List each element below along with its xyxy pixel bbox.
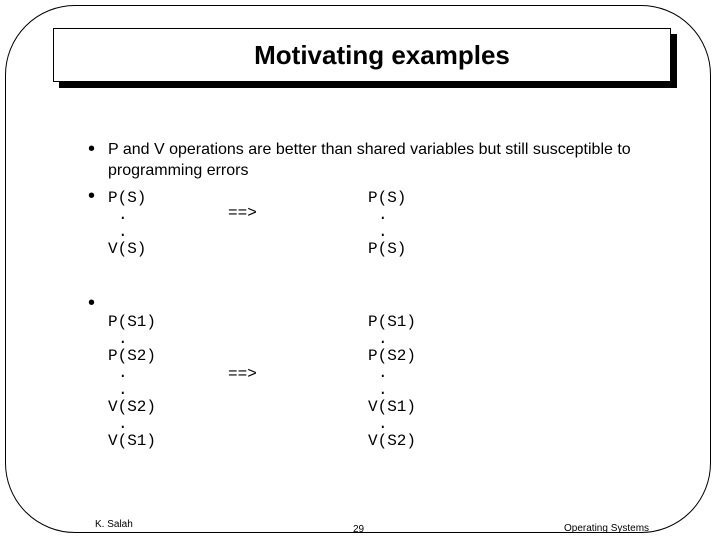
footer-page-number: 29 — [353, 524, 365, 535]
code-dot: . — [118, 364, 128, 382]
code-line: P(S1) — [368, 313, 417, 331]
code-dot: . — [118, 381, 128, 399]
code-dot: . — [118, 223, 128, 241]
title-box — [53, 28, 671, 82]
code-dot: . — [378, 364, 388, 382]
bullet-2: • — [88, 185, 96, 207]
code-dot: . — [378, 206, 388, 224]
bullet-1-text: P and V operations are better than shared variables but still susceptible to programming errors — [108, 141, 631, 179]
code-dot: . — [378, 223, 388, 241]
code-line: P(S) — [108, 189, 147, 207]
code-dot: . — [118, 330, 128, 348]
code-line: P(S) — [368, 240, 407, 258]
bullet-3: • — [88, 292, 96, 314]
bullet-1: • — [88, 138, 96, 160]
code-line: V(S) — [108, 240, 147, 258]
code-line: V(S1) — [108, 432, 157, 450]
code-dot: . — [378, 381, 388, 399]
code-dot: . — [118, 415, 128, 433]
code-line: P(S2) — [108, 347, 157, 365]
footer-author: K. Salah — [95, 519, 133, 530]
code-dot: . — [378, 415, 388, 433]
code-line: V(S2) — [108, 398, 157, 416]
code-line: P(S) — [368, 189, 407, 207]
code-line: V(S2) — [368, 432, 417, 450]
code-line: V(S1) — [368, 398, 417, 416]
example2-arrow: ==> — [228, 365, 257, 383]
example1-arrow: ==> — [228, 204, 257, 222]
code-dot: . — [118, 206, 128, 224]
code-line: P(S2) — [368, 347, 417, 365]
code-dot: . — [378, 330, 388, 348]
code-line: P(S1) — [108, 313, 157, 331]
slide-title: Motivating examples — [254, 39, 510, 70]
footer-course: Operating Systems — [564, 523, 650, 534]
